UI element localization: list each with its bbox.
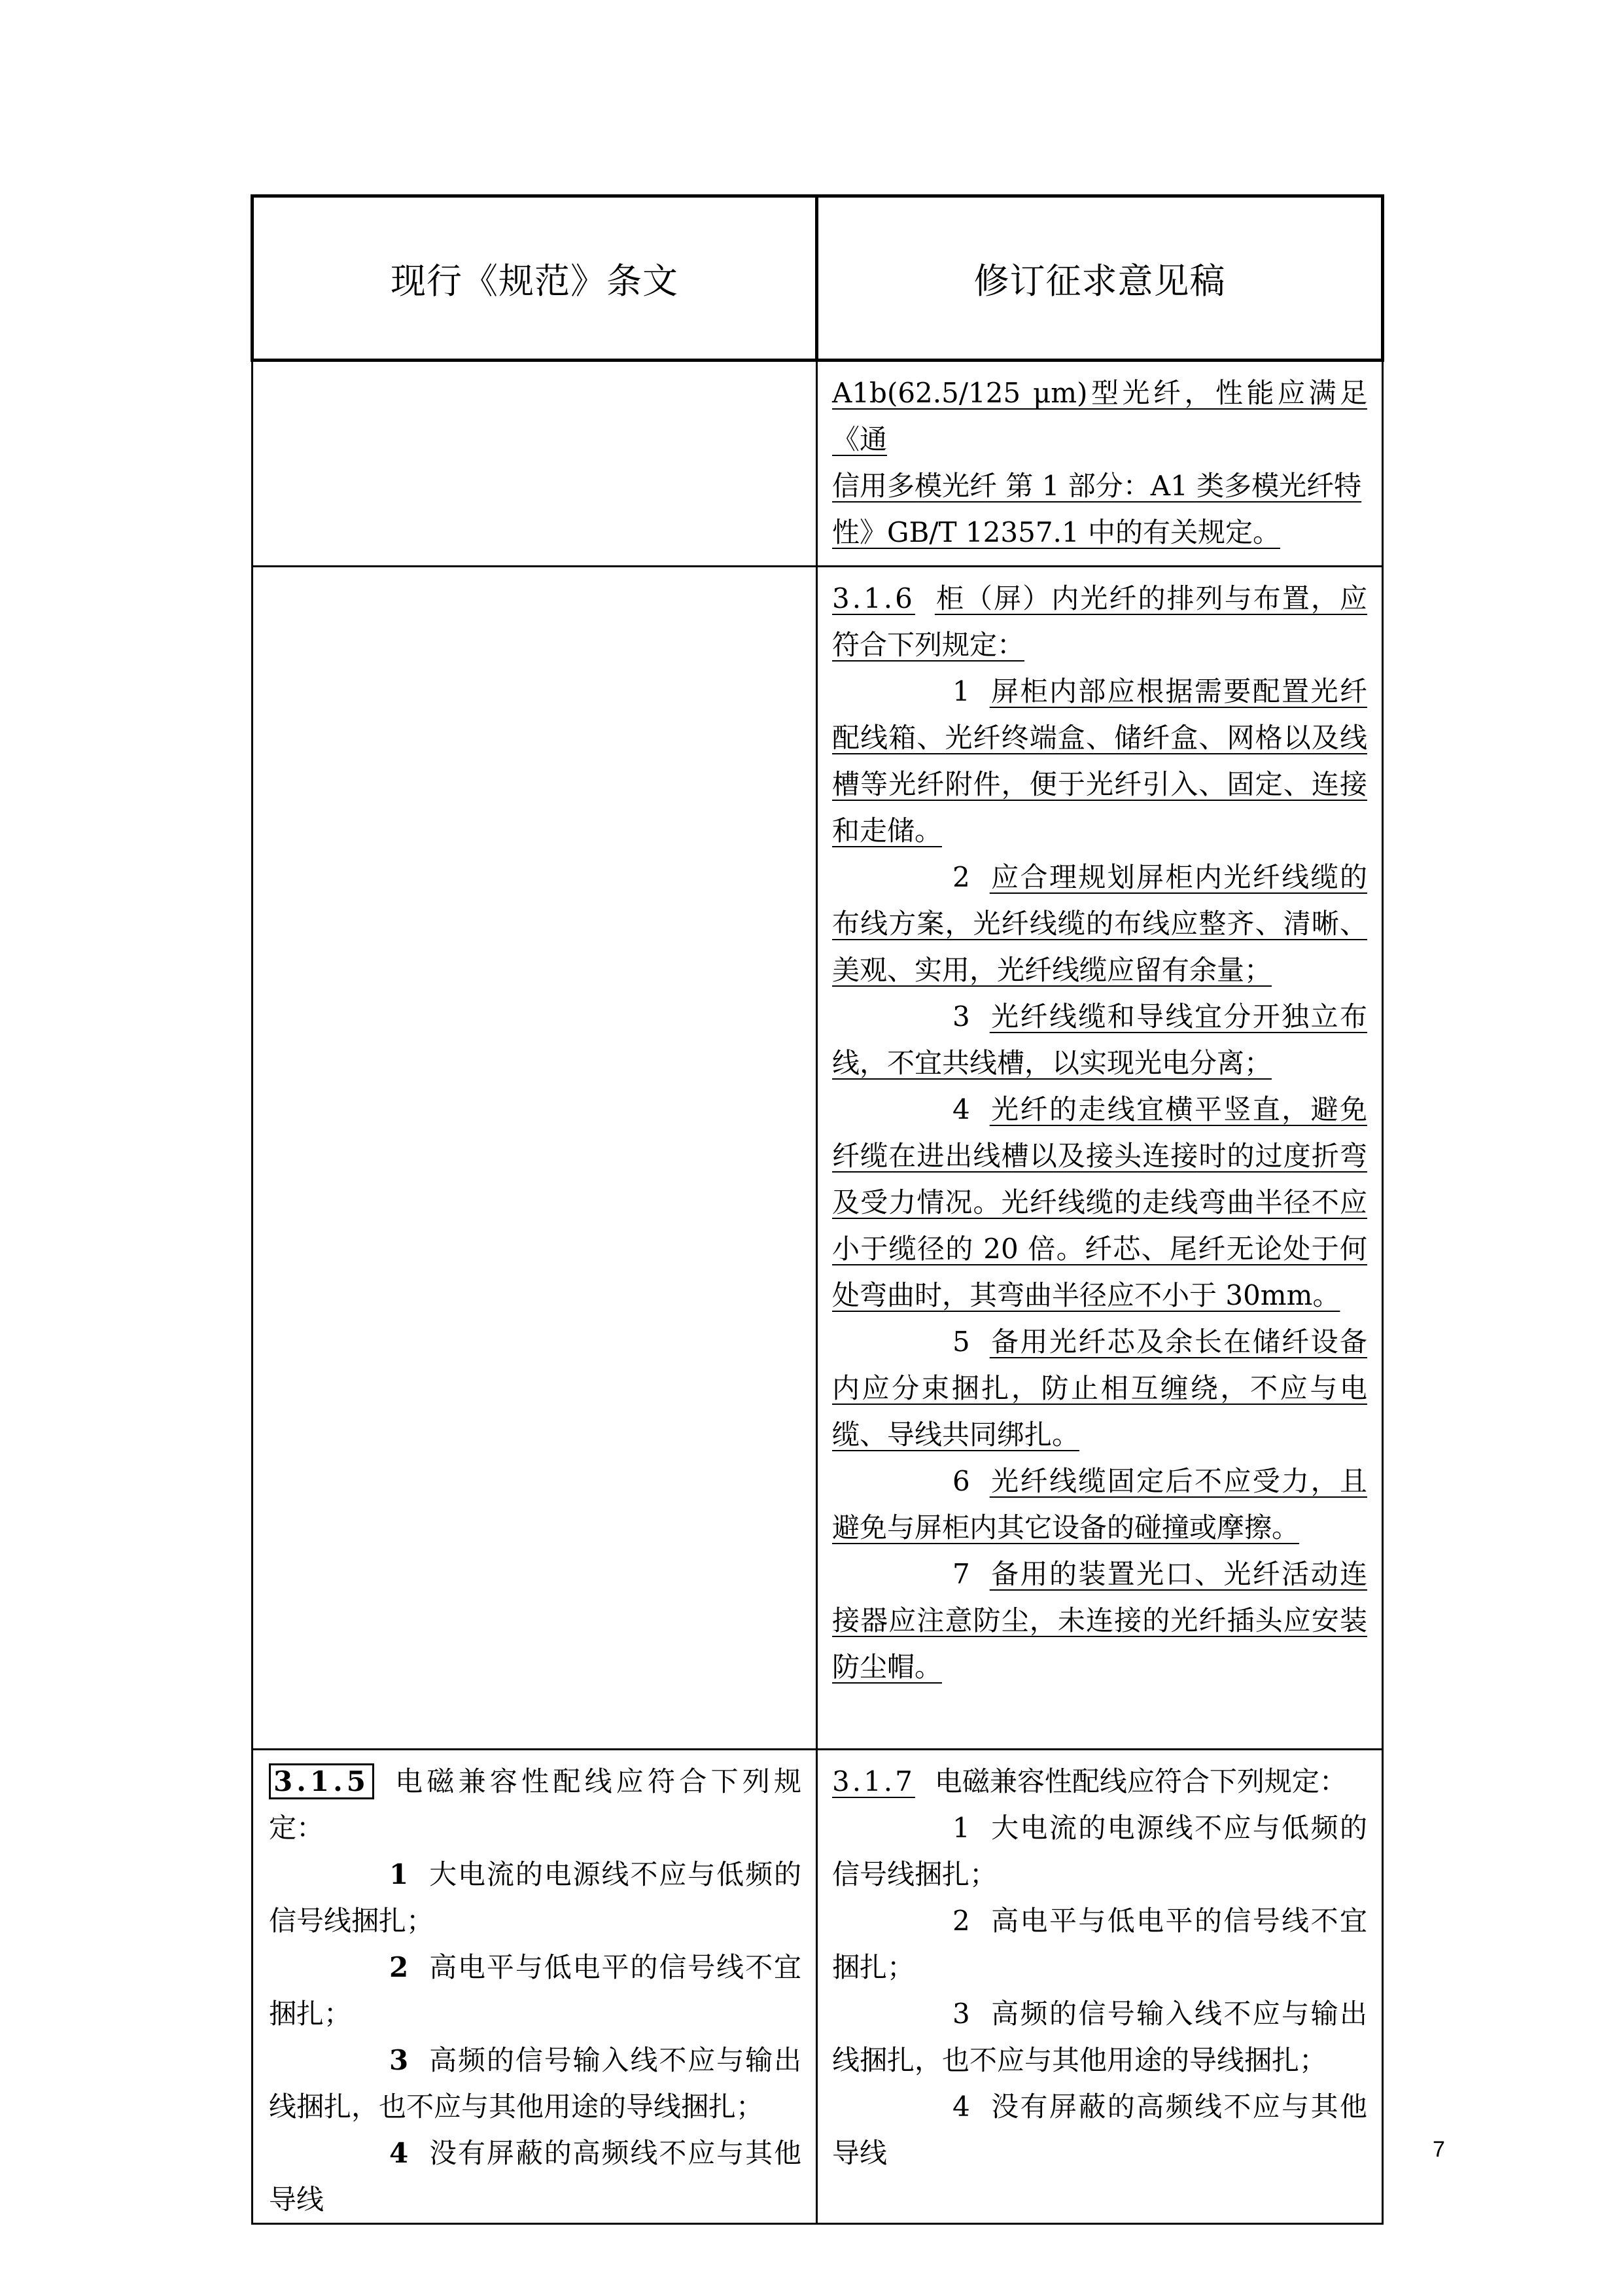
table-row bbox=[253, 567, 1383, 1750]
header-revised-draft: 修订征求意见稿 bbox=[817, 196, 1383, 361]
text-line: 信用多模光纤 第 1 部分：A1 类多模光纤特 bbox=[832, 470, 1362, 502]
table-header-row bbox=[253, 196, 1383, 361]
comparison-table bbox=[251, 194, 1384, 2225]
list-item: 4 光纤的走线宜横平竖直，避免纤缆在进出线槽以及接头连接时的过度折弯及受力情况。光纤线缆的走线弯曲半径不应小于缆径的 20 倍。纤芯、尾纤无论处于何处弯曲时，其弯曲半径应不小于 30mm。 bbox=[832, 1093, 1367, 1311]
list-item: 2 高电平与低电平的信号线不宜捆扎； bbox=[269, 1951, 801, 2030]
list-item: 7 备用的装置光口、光纤活动连接器应注意防尘，未连接的光纤插头应安装防尘帽。 bbox=[832, 1558, 1367, 1683]
row2-revised-cell bbox=[817, 567, 1383, 1750]
clause-intro: 柜（屏）内光纤的排列与布置，应符合下列规定： bbox=[832, 582, 1367, 661]
clause-intro: 电磁兼容性配线应符合下列规定： bbox=[934, 1765, 1347, 1797]
list-item: 2 应合理规划屏柜内光纤线缆的布线方案，光纤线缆的布线应整齐、清晰、美观、实用，光纤线缆应留有余量； bbox=[832, 861, 1367, 986]
list-item: 5 备用光纤芯及余长在储纤设备内应分束捆扎，防止相互缠绕，不应与电缆、导线共同绑扎。 bbox=[832, 1326, 1367, 1451]
list-item: 1 大电流的电源线不应与低频的信号线捆扎； bbox=[269, 1858, 801, 1937]
clause-3-1-6 bbox=[832, 575, 1367, 668]
clause-number: 3.1.7 bbox=[832, 1765, 915, 1797]
list-item: 1 屏柜内部应根据需要配置光纤配线箱、光纤终端盒、储纤盒、网格以及线槽等光纤附件，便于光纤引入、固定、连接和走储。 bbox=[832, 675, 1367, 847]
row3-current-cell bbox=[253, 1750, 817, 2224]
header-current-clause: 现行《规范》条文 bbox=[253, 196, 817, 361]
clause-number: 3.1.5 bbox=[269, 1763, 374, 1799]
text-line: A1b(62.5/125 μm)型光纤，性能应满足《通 bbox=[832, 377, 1367, 455]
list-item: 3 高频的信号输入线不应与输出线捆扎，也不应与其他用途的导线捆扎； bbox=[269, 2044, 801, 2123]
row3-revised-cell bbox=[817, 1750, 1383, 2224]
clause-3-1-5 bbox=[269, 1758, 801, 1851]
row1-current-cell bbox=[253, 361, 817, 567]
page-number: 7 bbox=[1433, 2137, 1445, 2162]
list-item: 4 没有屏蔽的高频线不应与其他导线 bbox=[832, 2091, 1367, 2169]
list-item: 2 高电平与低电平的信号线不宜捆扎； bbox=[832, 1905, 1367, 1983]
list-item: 3 高频的信号输入线不应与输出线捆扎，也不应与其他用途的导线捆扎； bbox=[832, 1998, 1367, 2076]
row1-revised-cell bbox=[817, 361, 1383, 567]
text-line: 性》GB/T 12357.1 中的有关规定。 bbox=[832, 516, 1280, 548]
list-item: 3 光纤线缆和导线宜分开独立布线，不宜共线槽，以实现光电分离； bbox=[832, 1000, 1367, 1079]
list-item: 4 没有屏蔽的高频线不应与其他导线 bbox=[269, 2137, 801, 2216]
clause-number: 3.1.6 bbox=[832, 582, 915, 614]
clause-3-1-7 bbox=[832, 1758, 1367, 1805]
table-row bbox=[253, 361, 1383, 567]
list-item: 1 大电流的电源线不应与低频的信号线捆扎； bbox=[832, 1812, 1367, 1890]
clause-intro: 电磁兼容性配线应符合下列规定： bbox=[269, 1765, 801, 1844]
row2-current-cell bbox=[253, 567, 817, 1750]
list-item: 6 光纤线缆固定后不应受力，且避免与屏柜内其它设备的碰撞或摩擦。 bbox=[832, 1465, 1367, 1544]
table-row bbox=[253, 1750, 1383, 2224]
